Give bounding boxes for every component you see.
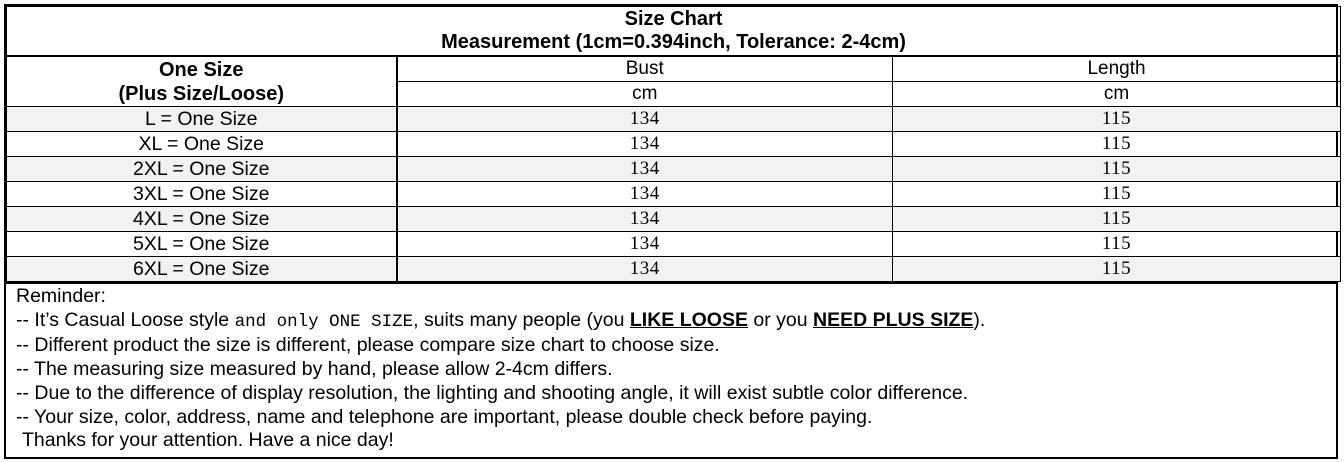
size-label: 2XL = One Size: [7, 157, 397, 182]
bust-unit: cm: [397, 82, 893, 107]
like-loose-emphasis: LIKE LOOSE: [629, 308, 748, 331]
header-row: [7, 56, 1341, 82]
length-column-header: Length: [893, 56, 1341, 82]
reminder-line-5: -- Your size, color, address, name and telephone are important, please double check before paying.: [16, 405, 873, 428]
length-value: 115: [893, 132, 1341, 157]
table-row: [7, 107, 1341, 132]
size-label: 5XL = One Size: [7, 232, 397, 257]
length-value: 115: [893, 207, 1341, 232]
chart-title-cell: [7, 7, 1341, 57]
reminder-line-1: [16, 309, 1336, 335]
table-row: [7, 182, 1341, 207]
reminder-line-3: -- The measuring size measured by hand, please allow 2-4cm differs.: [16, 358, 613, 381]
reminder-line-1-g: ).: [973, 308, 986, 331]
table-row: [7, 157, 1341, 182]
size-label: XL = One Size: [7, 132, 397, 157]
size-label: 6XL = One Size: [7, 257, 397, 282]
length-value: 115: [893, 107, 1341, 132]
bust-value: 134: [397, 257, 893, 282]
bust-value: 134: [397, 132, 893, 157]
size-column-header: [7, 56, 397, 107]
reminder-line-1-e: or you: [748, 308, 814, 331]
chart-title: Size Chart: [624, 8, 723, 30]
reminder-heading: Reminder:: [16, 285, 106, 307]
bust-value: 134: [397, 157, 893, 182]
size-label: L = One Size: [7, 107, 397, 132]
table-row: [7, 257, 1341, 282]
table-row: [7, 132, 1341, 157]
length-value: 115: [893, 157, 1341, 182]
bust-value: 134: [397, 182, 893, 207]
bust-value: 134: [397, 207, 893, 232]
size-label: 3XL = One Size: [7, 182, 397, 207]
length-value: 115: [893, 182, 1341, 207]
size-header-line1: One Size: [159, 58, 244, 81]
length-value: 115: [893, 232, 1341, 257]
size-chart-table: [6, 6, 1341, 282]
length-value: 115: [893, 257, 1341, 282]
bust-value: 134: [397, 107, 893, 132]
title-row: [7, 7, 1341, 57]
need-plus-size-emphasis: NEED PLUS SIZE: [813, 308, 974, 331]
table-row: [7, 232, 1341, 257]
size-header-line2: (Plus Size/Loose): [118, 82, 285, 105]
size-label: 4XL = One Size: [7, 207, 397, 232]
closing-message: Thanks for your attention. Have a nice day!: [22, 429, 394, 452]
reminder-line-1-c: , suits many people (you: [413, 308, 630, 331]
length-unit: cm: [893, 82, 1341, 107]
bust-column-header: Bust: [397, 56, 893, 82]
reminder-line-2: -- Different product the size is different, please compare size chart to choose size.: [16, 334, 720, 357]
reminder-line-4: -- Due to the difference of display resolution, the lighting and shooting angle, it will exist subtle color difference.: [16, 381, 969, 404]
bust-value: 134: [397, 232, 893, 257]
one-size-note: and only ONE SIZE: [234, 311, 414, 332]
reminder-line-1-a: -- It’s Casual Loose style: [16, 308, 235, 331]
chart-subtitle: Measurement (1cm=0.394inch, Tolerance: 2-4cm): [441, 31, 906, 53]
table-row: [7, 207, 1341, 232]
size-chart-sheet: [4, 4, 1338, 459]
reminder-section: [6, 282, 1336, 457]
